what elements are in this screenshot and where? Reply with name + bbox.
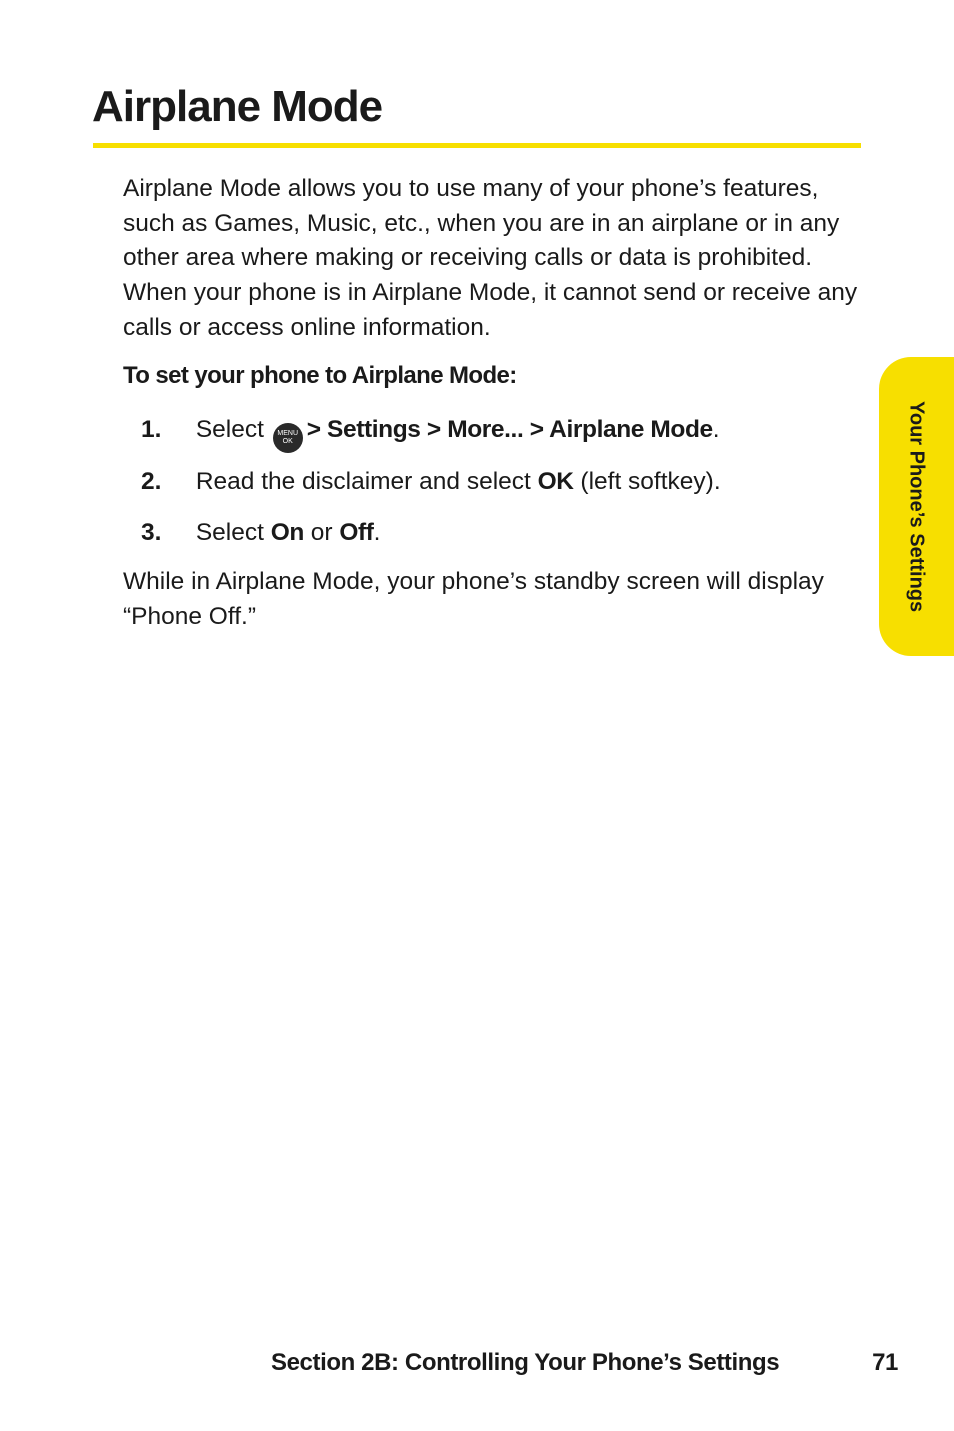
step-1: 1. Select MENU OK > Settings > More... > Airplane Mode. — [141, 413, 720, 453]
step-3: 3. Select On or Off. — [141, 516, 380, 550]
step-text-suffix: (left softkey). — [580, 468, 721, 495]
step-2 — [141, 465, 721, 499]
footer-section-title: Section 2B: Controlling Your Phone’s Settings — [271, 1349, 780, 1376]
title-underline — [93, 143, 861, 148]
option-ok: OK — [537, 468, 574, 495]
section-side-tab — [879, 357, 954, 656]
page-number: 71 — [872, 1349, 898, 1376]
step-text: Read the disclaimer and select — [195, 468, 531, 495]
step-number: 2. — [141, 468, 162, 495]
page-footer — [271, 1349, 901, 1377]
step-number: 1. — [141, 416, 162, 443]
procedure-heading: To set your phone to Airplane Mode: — [123, 362, 517, 389]
intro-paragraph: Airplane Mode allows you to use many of your phone’s features, such as Games, Music, etc., when you are in an airplane or in any other area where making or receiving calls or data is prohibited. When your phone is in Airplane Mode, it cannot send or receive any calls or access online information. — [123, 175, 858, 341]
step-number: 3. — [141, 519, 162, 546]
side-tab-label: Your Phone’s Settings — [905, 400, 928, 613]
step-text: Select — [195, 416, 264, 443]
menu-ok-key-icon: MENU OK — [273, 423, 303, 453]
outro-paragraph: While in Airplane Mode, your phone’s standby screen will display “Phone Off.” — [123, 568, 824, 630]
option-off: Off — [339, 519, 374, 546]
menu-path: > Settings > More... > Airplane Mode — [306, 416, 713, 443]
step-text: Select — [195, 519, 264, 546]
option-on: On — [270, 519, 304, 546]
step-joiner: or — [310, 519, 333, 546]
page-title: Airplane Mode — [92, 82, 383, 131]
